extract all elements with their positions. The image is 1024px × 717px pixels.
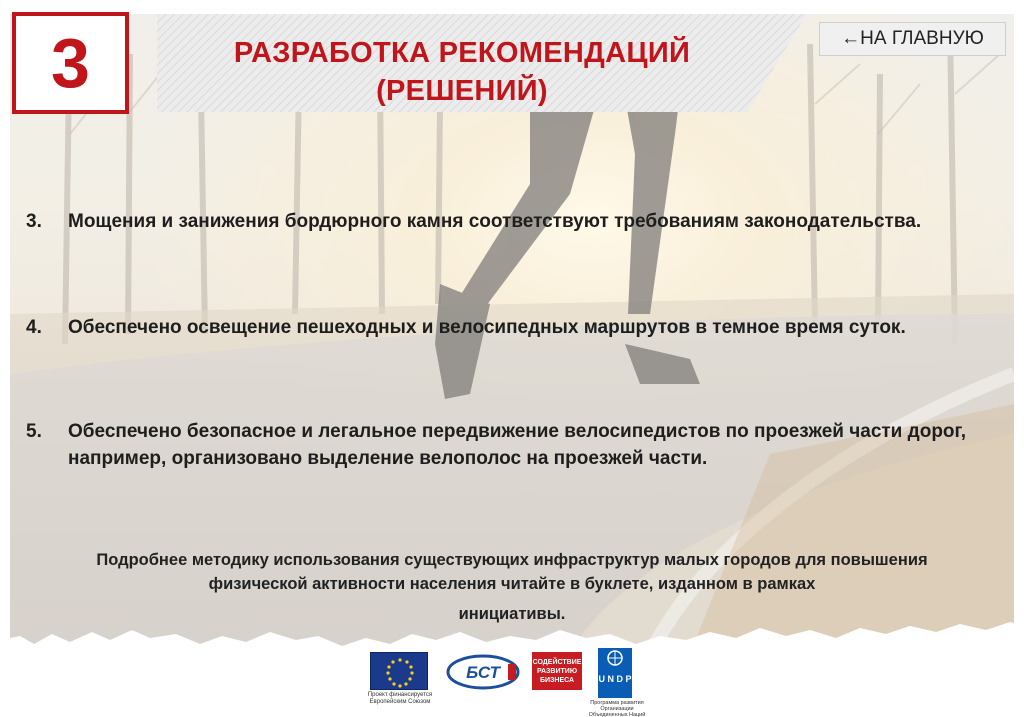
page-title-line2: (РЕШЕНИЙ) bbox=[376, 75, 548, 107]
sodeistvie-logo: СОДЕЙСТВИЕ РАЗВИТИЮ БИЗНЕСА bbox=[532, 652, 582, 690]
undp-logo bbox=[598, 648, 632, 698]
list-item bbox=[26, 208, 986, 235]
list-item-text: Обеспечено освещение пешеходных и велосипедных маршрутов в темное время суток. bbox=[68, 317, 906, 338]
booklet-note-tail: инициативы. bbox=[458, 605, 566, 623]
booklet-link[interactable]: читайте в буклете bbox=[501, 575, 649, 593]
eu-logo-caption: Проект финансируется Европейским Союзом bbox=[367, 692, 433, 705]
list-item-number: 3. bbox=[26, 211, 42, 232]
title-banner bbox=[157, 14, 807, 112]
list-item-number: 5. bbox=[26, 421, 42, 442]
list-item bbox=[26, 418, 986, 472]
page-title-line1: РАЗРАБОТКА РЕКОМЕНДАЦИЙ bbox=[233, 37, 691, 69]
list-item-text: Обеспечено безопасное и легальное передвижение велосипедистов по проезжей части дорог, например, организовано выделение велополос на проезжей части. bbox=[68, 421, 967, 469]
slide-number-box bbox=[12, 12, 129, 114]
list-item-number: 4. bbox=[26, 317, 42, 338]
bst-logo-text: БСТ bbox=[466, 663, 500, 682]
slide-number: 3 bbox=[51, 24, 90, 102]
booklet-note bbox=[60, 548, 964, 626]
booklet-note-after: , изданном в рамках bbox=[648, 575, 816, 593]
eu-flag-logo bbox=[370, 652, 428, 690]
page-title bbox=[157, 34, 767, 110]
undp-logo-caption: Программа развития Организации Объединенных Наций bbox=[588, 700, 646, 717]
list-item-text: Мощения и занижения бордюрного камня соответствуют требованиям законодательства. bbox=[68, 211, 922, 232]
undp-logo-text: U N D P bbox=[598, 674, 632, 684]
booklet-note-text: Подробнее методику использования существующих инфраструктур малых городов для повышения физической активности населения bbox=[96, 551, 928, 593]
partner-logos bbox=[366, 648, 656, 717]
bst-logo bbox=[446, 654, 520, 690]
list-item bbox=[26, 314, 986, 341]
home-link-button[interactable]: ←НА ГЛАВНУЮ bbox=[819, 22, 1006, 56]
